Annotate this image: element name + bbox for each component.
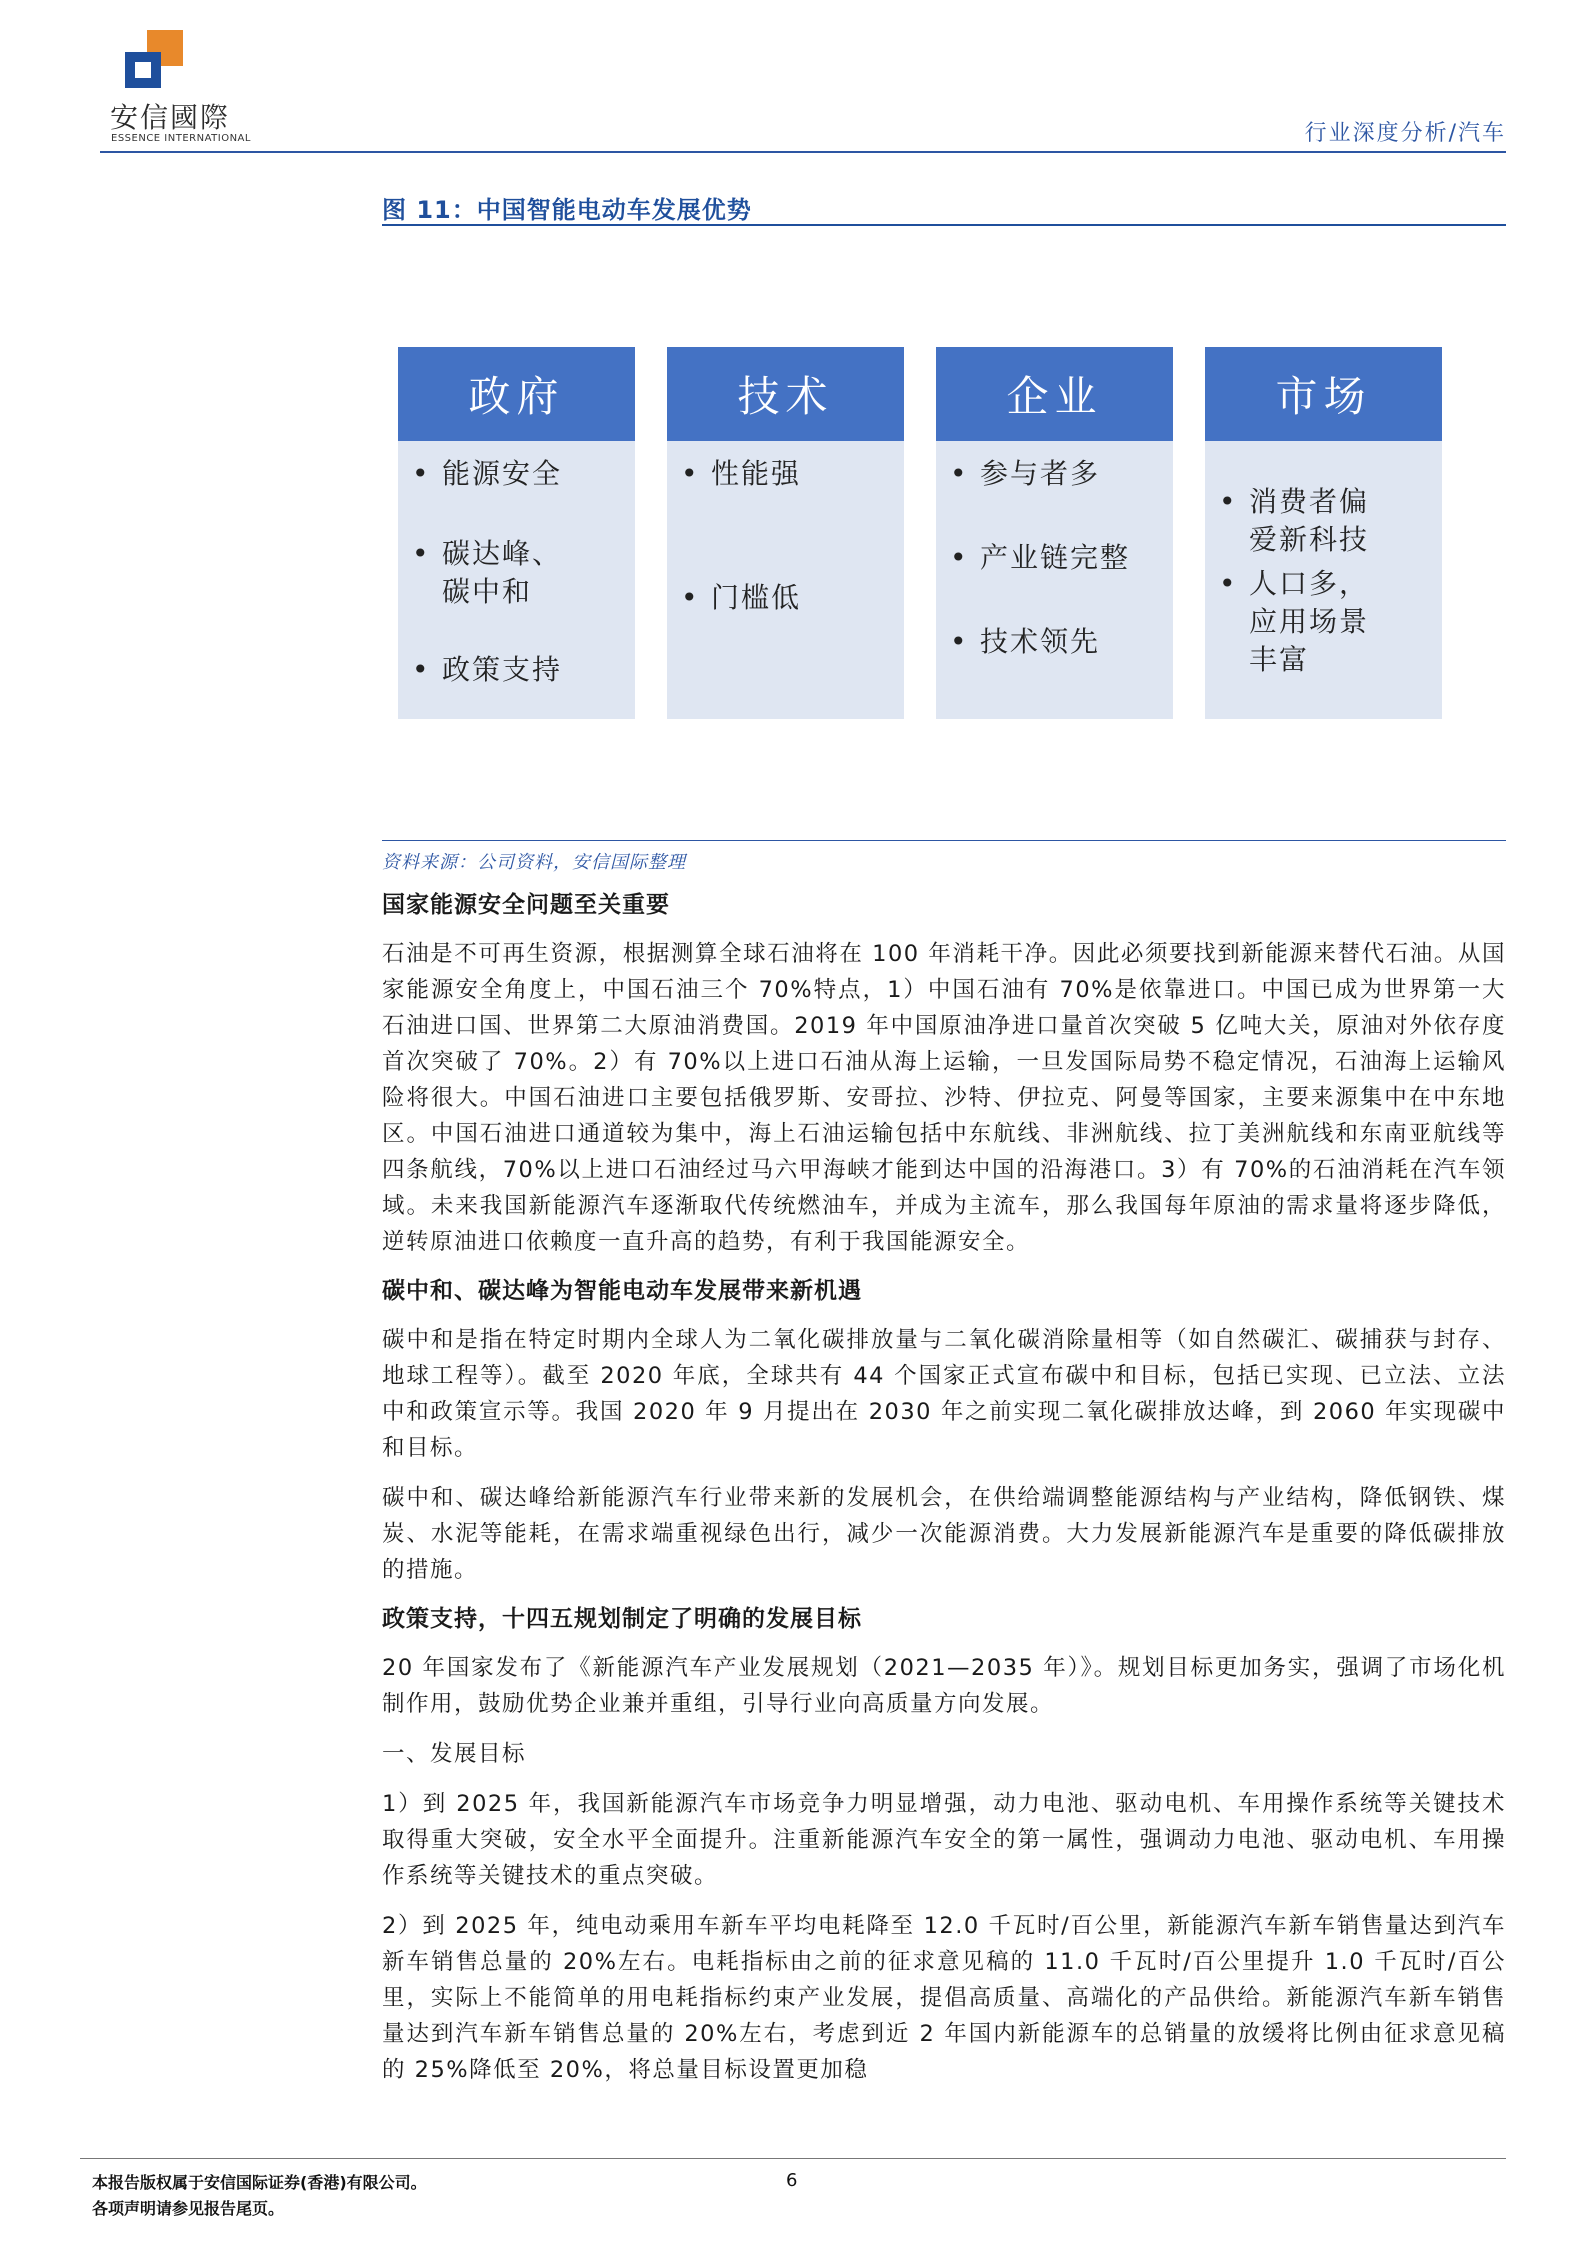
card-head: 政府 [398,347,635,441]
logo-text-cn: 安信國際 [110,101,231,134]
logo-mark-icon [125,30,183,88]
card-market [1205,347,1442,719]
card-item: • 门槛低 [681,581,802,614]
card-enterprise [936,347,1173,719]
card-item: • 碳达峰、碳中和 [412,537,563,608]
copyright-notice: 本报告版权属于安信国际证券(香港)有限公司。 [92,2173,427,2192]
section-heading: 国家能源安全问题至关重要 [382,892,670,918]
footer-divider [80,2158,1506,2159]
card-item: • 消费者偏爱新科技 [1219,485,1370,556]
section-heading: 碳中和、碳达峰为智能电动车发展带来新机遇 [382,1278,862,1304]
figure-title-divider [382,224,1506,226]
card-item: • 政策支持 [412,653,563,686]
paragraph: 20 年国家发布了《新能源汽车产业发展规划（2021—2035 年）》。规划目标更加务实，强调了市场化机制作用，鼓励优势企业兼并重组，引导行业向高质量方向发展。 [382,1655,1506,1717]
paragraph: 石油是不可再生资源，根据测算全球石油将在 100 年消耗干净。因此必须要找到新能源来替代石油。从国家能源安全角度上，中国石油三个 70%特点，1）中国石油有 70%是依靠进口。中国已成为世界第一大石油进口国、世界第二大原油消费国。2019 年中国原油净进口量首次突破 5 亿吨大关，原油对外依存度首次突破了 70%。2）有 70%以上进口石油从海上运输，一旦发国际局势不稳定情况，石油海上运输风险将很大。中国石油进口主要包括俄罗斯、安哥拉、沙特、伊拉克、阿曼等国家，主要来源集中在中东地区。中国石油进口通道较为集中，海上石油运输包括中东航线、非洲航线、拉丁美洲航线和东南亚航线等四条航线，70%以上进口石油经过马六甲海峡才能到达中国的沿海港口。3）有 70%的石油消耗在汽车领域。未来我国新能源汽车逐渐取代传统燃油车，并成为主流车，那么我国每年原油的需求量将逐步降低，逆转原油进口依赖度一直升高的趋势，有利于我国能源安全。 [382,941,1506,1255]
company-logo [110,30,251,150]
report-category: 行业深度分析/汽车 [1304,121,1506,146]
card-head: 市场 [1205,347,1442,441]
paragraph: 1）到 2025 年，我国新能源汽车市场竞争力明显增强，动力电池、驱动电机、车用操作系统等关键技术取得重大突破，安全水平全面提升。注重新能源汽车安全的第一属性，强调动力电池、驱动电机、车用操作系统等关键技术的重点突破。 [382,1791,1506,1889]
paragraph: 碳中和、碳达峰给新能源汽车行业带来新的发展机会，在供给端调整能源结构与产业结构，降低钢铁、煤炭、水泥等能耗，在需求端重视绿色出行，减少一次能源消费。大力发展新能源汽车是重要的降低碳排放的措施。 [382,1485,1506,1583]
card-item: • 产业链完整 [950,541,1131,574]
card-item: • 性能强 [681,457,802,490]
figure-title: 图 11：中国智能电动车发展优势 [382,196,752,224]
header-divider [100,151,1506,153]
paragraph: 碳中和是指在特定时期内全球人为二氧化碳排放量与二氧化碳消除量相等（如自然碳汇、碳捕获与封存、地球工程等）。截至 2020 年底，全球共有 44 个国家正式宣布碳中和目标，包括已实现、已立法、立法中和政策宣示等。我国 2020 年 9 月提出在 2030 年之前实现二氧化碳排放达峰，到 2060 年实现碳中和目标。 [382,1327,1506,1461]
card-head: 技术 [667,347,904,441]
figure-source: 资料来源：公司资料，安信国际整理 [382,852,686,873]
card-head: 企业 [936,347,1173,441]
section-heading: 政策支持，十四五规划制定了明确的发展目标 [382,1606,862,1632]
card-item: • 技术领先 [950,625,1101,658]
page-number: 6 [786,2170,798,2191]
paragraph: 2）到 2025 年，纯电动乘用车新车平均电耗降至 12.0 千瓦时/百公里，新能源汽车新车销售量达到汽车新车销售总量的 20%左右。电耗指标由之前的征求意见稿的 11.0 千瓦时/百公里提升 1.0 千瓦时/百公里，实际上不能简单的用电耗指标约束产业发展，提倡高质量、高端化的产品供给。新能源汽车新车销售量达到汽车新车销售总量的 20%左右，考虑到近 2 年国内新能源车的总销量的放缓将比例由征求意见稿的 25%降低至 20%，将总量目标设置更加稳 [382,1913,1506,2083]
footer-disclaimer [92,2170,427,2222]
card-government [398,347,635,719]
source-divider [382,840,1506,841]
report-body [382,888,1506,2102]
card-item: • 能源安全 [412,457,563,490]
card-item: • 人口多，应用场景丰富 [1219,567,1370,676]
paragraph: 一、发展目标 [382,1741,527,1767]
card-item: • 参与者多 [950,457,1101,490]
card-technology [667,347,904,719]
logo-text-en: ESSENCE INTERNATIONAL [111,133,251,144]
disclaimer-notice: 各项声明请参见报告尾页。 [92,2199,285,2218]
